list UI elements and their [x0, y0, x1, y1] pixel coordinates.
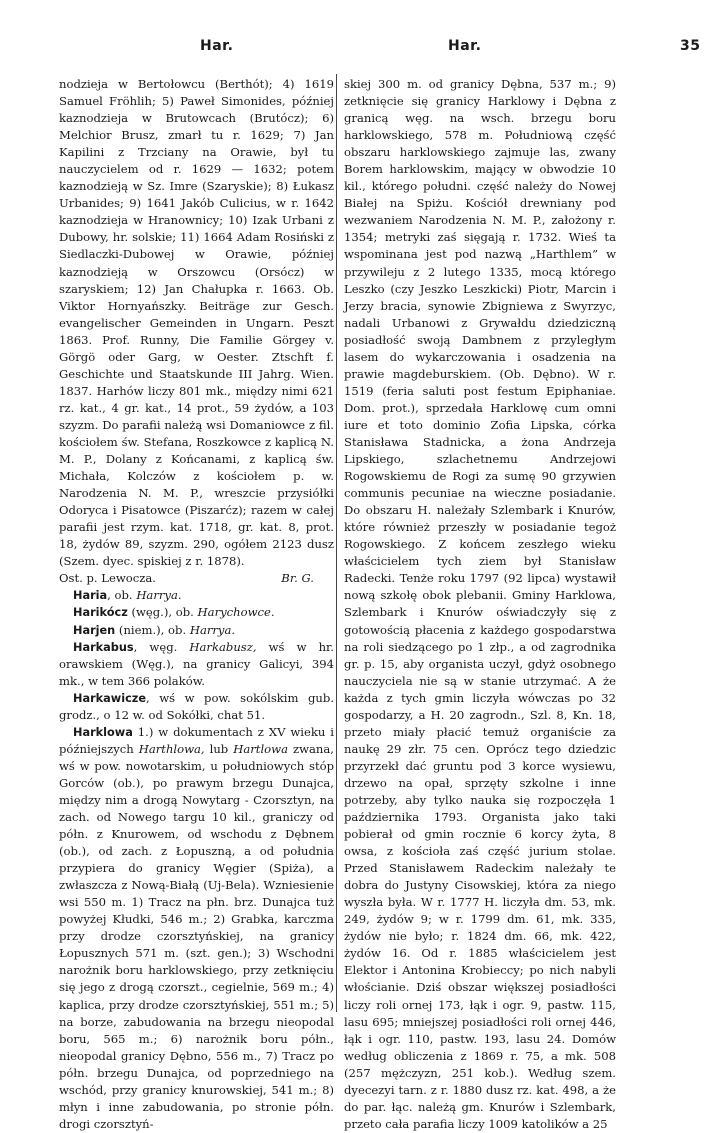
running-header-right: Har.: [448, 38, 482, 54]
entry-harkawicze: [59, 690, 334, 724]
cross-reference: Harkabusz,: [189, 639, 257, 654]
entry-haria: [59, 587, 334, 604]
page-number: 35: [680, 38, 701, 54]
signature-location: Ost. p. Lewocza.: [59, 571, 156, 586]
entry-text: , wś w pow. sokólskim gub. grodz., o 12 w. od Sokółki, chat 51.: [59, 690, 334, 722]
paragraph-continuation: skiej 300 m. od granicy Dębna, 537 m.; 9) zetknięcie się granicy Harklowy i Dębna z granicą węg. na wsch. brzegu boru harklowskiego, 578 m. Południową część obszaru harklowskiego zajmuje las, zwany Borem harklowskim, mający w obwodzie 10 kil., którego południ. część należy do Nowej Białej na Spiżu. Kościół drewniany pod wezwaniem Narodzenia N. M. P., założony r. 1354; metryki zaś sięgają r. 1732. Wieś ta wspominana jest pod nazwą „Harthlem” w przywileju z 2 lutego 1335, mocą którego Leszko (czy Jeszko Leszkicki) Piotr, Marcin i Jerzy bracia, synowie Zbigniewa z Swyrzyc, nadali Urbanowi z Grywałdu dziedziczną posiadłość swoją Dambnem z przyległym lasem do wykarczowania i osadzenia na prawie magdeburskiem. (Ob. Dębno). W r. 1519 (feria saluti post festum Epiphaniae. Dom. prot.), sprzedała Harklowę cum omni iure et toto dominio Zofia Lipska, córka Stanisława Stadnicka, a żona Andrzeja Lipskiego, szlachetnemu Andrzejowi Rogowskiemu de Rogi za sumę 90 grzywien communis pecuniae na wieczne posiadanie. Do obszaru H. należały Szlembark i Knurów, które również przeszły w posiadanie tegoż Rogowskiego. Z końcem zeszłego wieku właścicielem tych ziem był Stanisław Radecki. Tenże roku 1797 (92 lipca) wystawił nową szkołę obok plebanii. Gminy Harklowa, Szlembark i Knurów oświadczyły się z gotowością płacenia z każdego gospodarstwa na roli siedzącego po 1 złp., a od zagrodnika gr. p. 15, aby organista uczył, gdyż osobnego nauczyciela nie są w stanie utrzymać. A że każda z tych gmin liczyła wówczas po 32 gospodarzy, a H. 20 zagrodn., Szl. 8, Kn. 18, przeto miały płacić temuż organiście za naukę 29 złr. 75 cen. Oprócz tego dziedzic przyrzekł dać gruntu pod 3 korce wysiewu, drzewo na opał, sprzęty szkolne i inne potrzeby, aby tylko nauka się rozpoczęła 1 października 1793. Organista jako taki pobierał od gmin rocznie 6 korcy żyta, 8 owsa, z kościoła zaś część jurium stolae. Przed Stanisławem Radeckim należały te dobra do Justyny Cisowskiej, która za niego wyszła była. W r. 1777 H. liczyła dm. 53, mk. 249, żydów 9; w r. 1799 dm. 61, mk. 335, żydów nie było; r. 1824 dm. 66, mk. 422, żydów 16. Od r. 1885 właścicielem jest Elektor i Antonina Krobieccy; po nich nabyli włościanie. Dziś obszar większej posiadłości liczy roli ornej 173, łąk i ogr. 9, pastw. 115, lasu 695; mniejszej posiadłości roli ornej 446, łąk i ogr. 110, pastw. 193, lasu 24. Domów według obliczenia z 1869 r. 75, a mk. 508 (257 mężczyzn, 251 kob.). Według szem. dyecezyi tarn. z r. 1880 dusz rz. kat. 498, a że do par. łąc. należą gm. Knurów i Szlembark, przeto cała parafia liczy 1009 katolików a 25: [344, 77, 616, 1131]
entry-text: lub: [204, 741, 234, 756]
right-column: [344, 76, 616, 1133]
variant-name: Hartlowa: [233, 741, 288, 756]
entry-text: 1.) w dokumentach z XV wieku i późniejszych: [59, 724, 334, 756]
entry-text: , ob.: [107, 588, 137, 603]
entry-headword: Harkawicze: [73, 691, 147, 705]
entry-text: zwana, wś w pow. nowotarskim, u południowych stóp Gorców (ob.), po prawym brzegu Dunajca, między nim a drogą Nowytarg - Czorsztyn, na zach. od Nowego targu 10 kil., graniczy od półn. z Knurowem, od wschodu z Dębnem (ob.), od zach. z Łopuszną, a od południa przypiera do granicy Węgier (Spiża), a zwłaszcza z Nową-Białą (Uj-Bela). Wzniesienie wsi 550 m. 1) Tracz na płn. brz. Dunajca tuż powyżej Kłudki, 546 m.; 2) Grabka, karczma przy drodze czorsztyńskiej, na granicy Łopusznych 571 m. (szt. gen.); 3) Wschodni narożnik boru harklowskiego, przy zetknięciu się jego z drogą czorszt., cegielnie, 569 m.; 4) kaplica, przy drodze czorsztyńskiej, 551 m.; 5) na borze, zabudowania na brzegu nieopodal boru, 565 m.; 6) narożnik boru półn., nieopodal granicy Dębno, 556 m., 7) Tracz po półn. brzegu Dunajca, od poprzedniego na wschód, przy granicy knurowskiej, 541 m.; 8) młyn i inne zabudowania, po stronie półn. drogi czorsztyń-: [59, 741, 334, 1131]
entry-text: (niem.), ob.: [115, 622, 190, 637]
entry-text: (węg.), ob.: [127, 605, 198, 620]
variant-name: Harthlowa,: [138, 741, 205, 756]
cross-reference: Harrya.: [136, 588, 182, 603]
column-divider: [336, 74, 337, 1012]
paragraph-continuation: nodzieja w Bertołowcu (Berthót); 4) 1619 Samuel Fröhlih; 5) Paweł Simonides, później kaznodzieja w Brutowcach (Brutócz); 6) Melchior Brusz, zmarł tu r. 1629; 7) Jan Kapilini z Trzciany na Orawie, był tu nauczycielem od r. 1629 — 1632; potem kaznodzieją w Sz. Imre (Szaryskie); 8) Łukasz Urbanides; 9) 1641 Jakób Culicius, w r. 1642 kaznodzieja w Hranownicy; 10) Izak Urbani z Dubowy, hr. solskie; 11) 1664 Adam Rosiński z Siedlaczki-Dubowej w Orawie, później kaznodzieją w Orszowcu (Orsócz) w szaryskiem; 12) Jan Chałupka r. 1663. Ob. Viktor Hornyańszky. Beiträge zur Gesch. evangelischer Gemeinden in Ungarn. Peszt 1863. Prof. Runny, Die Familie Görgey v. Görgö oder Garg, w Oester. Ztschft f. Geschichte und Staatskunde III Jahrg. Wien. 1837. Harhów liczy 801 mk., między nimi 621 rz. kat., 4 gr. kat., 14 prot., 59 żydów, a 103 szyzm. Do parafii należą wsi Domaniowce z fil. kościołem św. Stefana, Roszkowce z kaplicą N. M. P., Dolany z Końcanami, z kaplicą św. Michała, Kolczów z kościołem p. w. Narodzenia N. M. P., wreszcie przysiółki Odoryca i Pisatowce (Piszarćz); razem w całej parafii jest rzym. kat. 1718, gr. kat. 8, prot. 18, żydów 89, szyzm. 290, ogółem 2123 dusz (Szem. dyec. spiskiej z r. 1878).: [59, 77, 334, 569]
entry-headword: Harklowa: [73, 725, 133, 739]
entry-text: wś w hr. orawskiem (Węg.), na granicy Galicyi, 394 mk., w tem 366 polaków.: [59, 639, 334, 688]
entry-harikocz: [59, 604, 334, 621]
entry-headword: Haria: [73, 589, 108, 603]
entry-harjen: [59, 622, 334, 639]
cross-reference: Harrya.: [189, 622, 236, 637]
entry-harkabus: [59, 639, 334, 690]
left-column: [59, 76, 334, 1133]
entry-headword: Harkabus: [73, 640, 134, 654]
cross-reference: Harychowce.: [197, 605, 275, 620]
author-initials: Br. G.: [281, 571, 314, 586]
entry-text: , węg.: [133, 639, 190, 654]
entry-harklowa: [59, 724, 334, 1133]
running-header-left: Har.: [200, 38, 234, 54]
signature-line: [59, 570, 334, 587]
entry-headword: Harikócz: [73, 606, 128, 620]
entry-headword: Harjen: [73, 623, 116, 637]
